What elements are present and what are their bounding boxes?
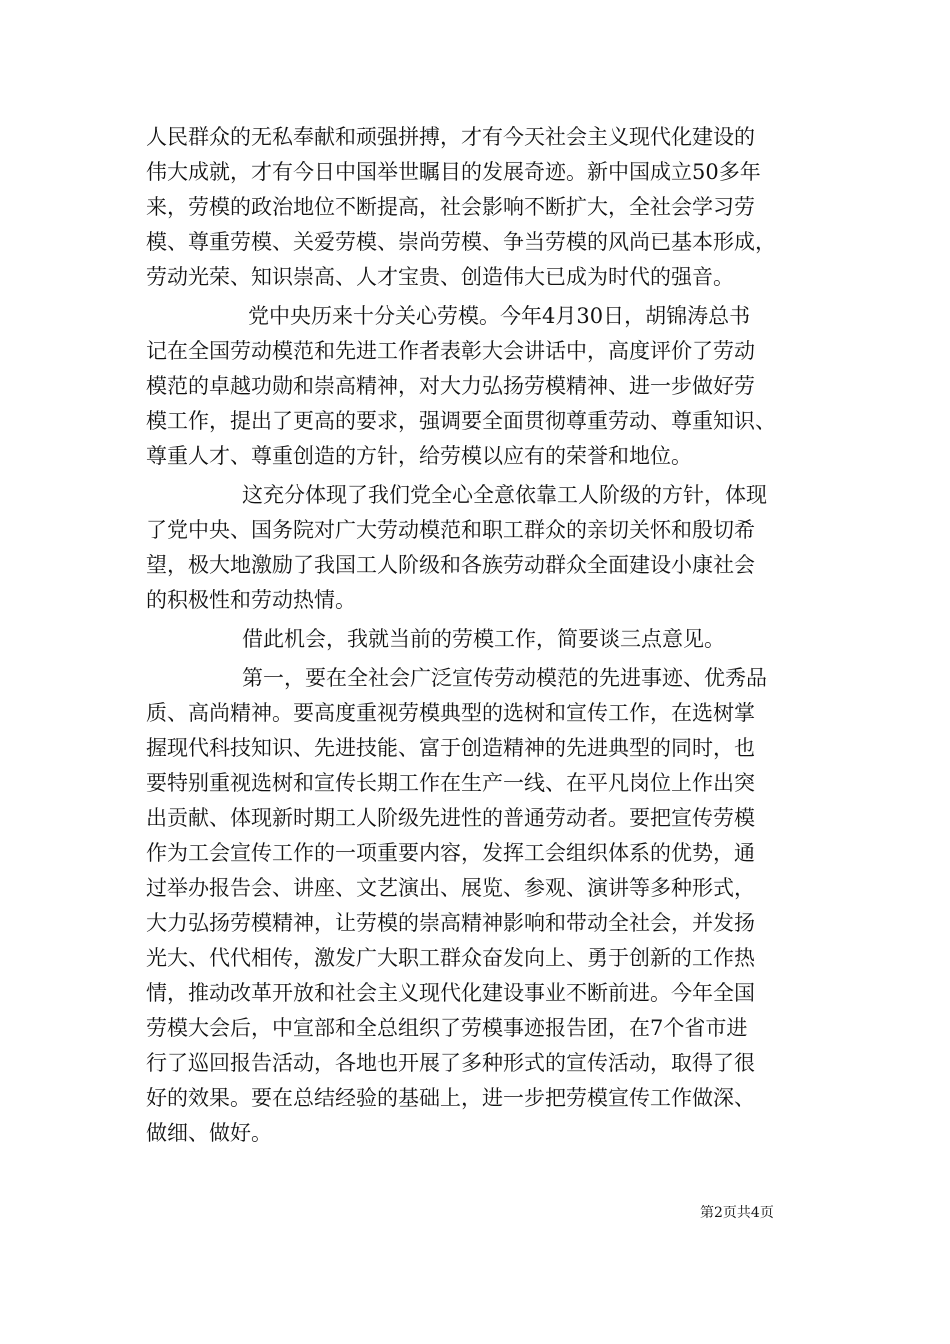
text-line: 望，极大地激励了我国工人阶级和各族劳动群众全面建设小康社会 [146,553,755,577]
text-line: 出贡献、体现新时期工人阶级先进性的普通劳动者。要把宣传劳模 [146,806,755,830]
text-line: 尊重人才、尊重创造的方针，给劳模以应有的荣誉和地位。 [146,444,692,468]
text-line: 来，劳模的政治地位不断提高，社会影响不断扩大，全社会学习劳 [146,195,755,219]
text-line: 人民群众的无私奉献和顽强拼搏，才有今天社会主义现代化建设的 [146,125,755,149]
text-line: 情，推动改革开放和社会主义现代化建设事业不断前进。今年全国 [146,981,755,1005]
paragraph-5 [146,661,811,1151]
text-line: 劳动光荣、知识崇高、人才宝贵、创造伟大已成为时代的强音。 [146,265,734,289]
paragraph-4 [146,622,811,657]
paragraph-1 [146,120,811,295]
text-line: 记在全国劳动模范和先进工作者表彰大会讲话中，高度评价了劳动 [146,339,755,363]
text-line: 的积极性和劳动热情。 [146,588,356,612]
text-line: 模范的卓越功勋和崇高精神，对大力弘扬劳模精神、进一步做好劳 [146,374,755,398]
text-line: 党中央历来十分关心劳模。今年4月30日，胡锦涛总书 [248,304,751,328]
text-line: 要特别重视选树和宣传长期工作在生产一线、在平凡岗位上作出突 [146,771,755,795]
text-line: 握现代科技知识、先进技能、富于创造精神的先进典型的同时，也 [146,736,755,760]
text-line: 过举办报告会、讲座、文艺演出、展览、参观、演讲等多种形式， [146,876,755,900]
text-line: 质、高尚精神。要高度重视劳模典型的选树和宣传工作，在选树掌 [146,701,755,725]
text-line: 作为工会宣传工作的一项重要内容，发挥工会组织体系的优势，通 [146,841,755,865]
paragraph-3 [146,478,811,618]
paragraph-2 [146,299,811,474]
body-text [146,120,811,1151]
text-line: 第一，要在全社会广泛宣传劳动模范的先进事迹、优秀品 [242,666,767,690]
text-line: 这充分体现了我们党全心全意依靠工人阶级的方针，体现 [242,483,767,507]
text-line: 借此机会，我就当前的劳模工作，简要谈三点意见。 [242,627,725,651]
text-line: 模工作，提出了更高的要求，强调要全面贯彻尊重劳动、尊重知识、 [146,409,776,433]
text-line: 模、尊重劳模、关爱劳模、崇尚劳模、争当劳模的风尚已基本形成， [146,230,776,254]
page-number: 第2页共4页 [700,1205,774,1221]
text-line: 好的效果。要在总结经验的基础上，进一步把劳模宣传工作做深、 [146,1086,755,1110]
text-line: 伟大成就，才有今日中国举世瞩目的发展奇迹。新中国成立50多年 [146,160,761,184]
text-line: 做细、做好。 [146,1121,272,1145]
text-line: 了党中央、国务院对广大劳动模范和职工群众的亲切关怀和殷切希 [146,518,755,542]
text-line: 大力弘扬劳模精神，让劳模的崇高精神影响和带动全社会，并发扬 [146,911,755,935]
text-line: 光大、代代相传，激发广大职工群众奋发向上、勇于创新的工作热 [146,946,755,970]
text-line: 行了巡回报告活动，各地也开展了多种形式的宣传活动，取得了很 [146,1051,755,1075]
text-line: 劳模大会后，中宣部和全总组织了劳模事迹报告团，在7个省市进 [146,1016,748,1040]
